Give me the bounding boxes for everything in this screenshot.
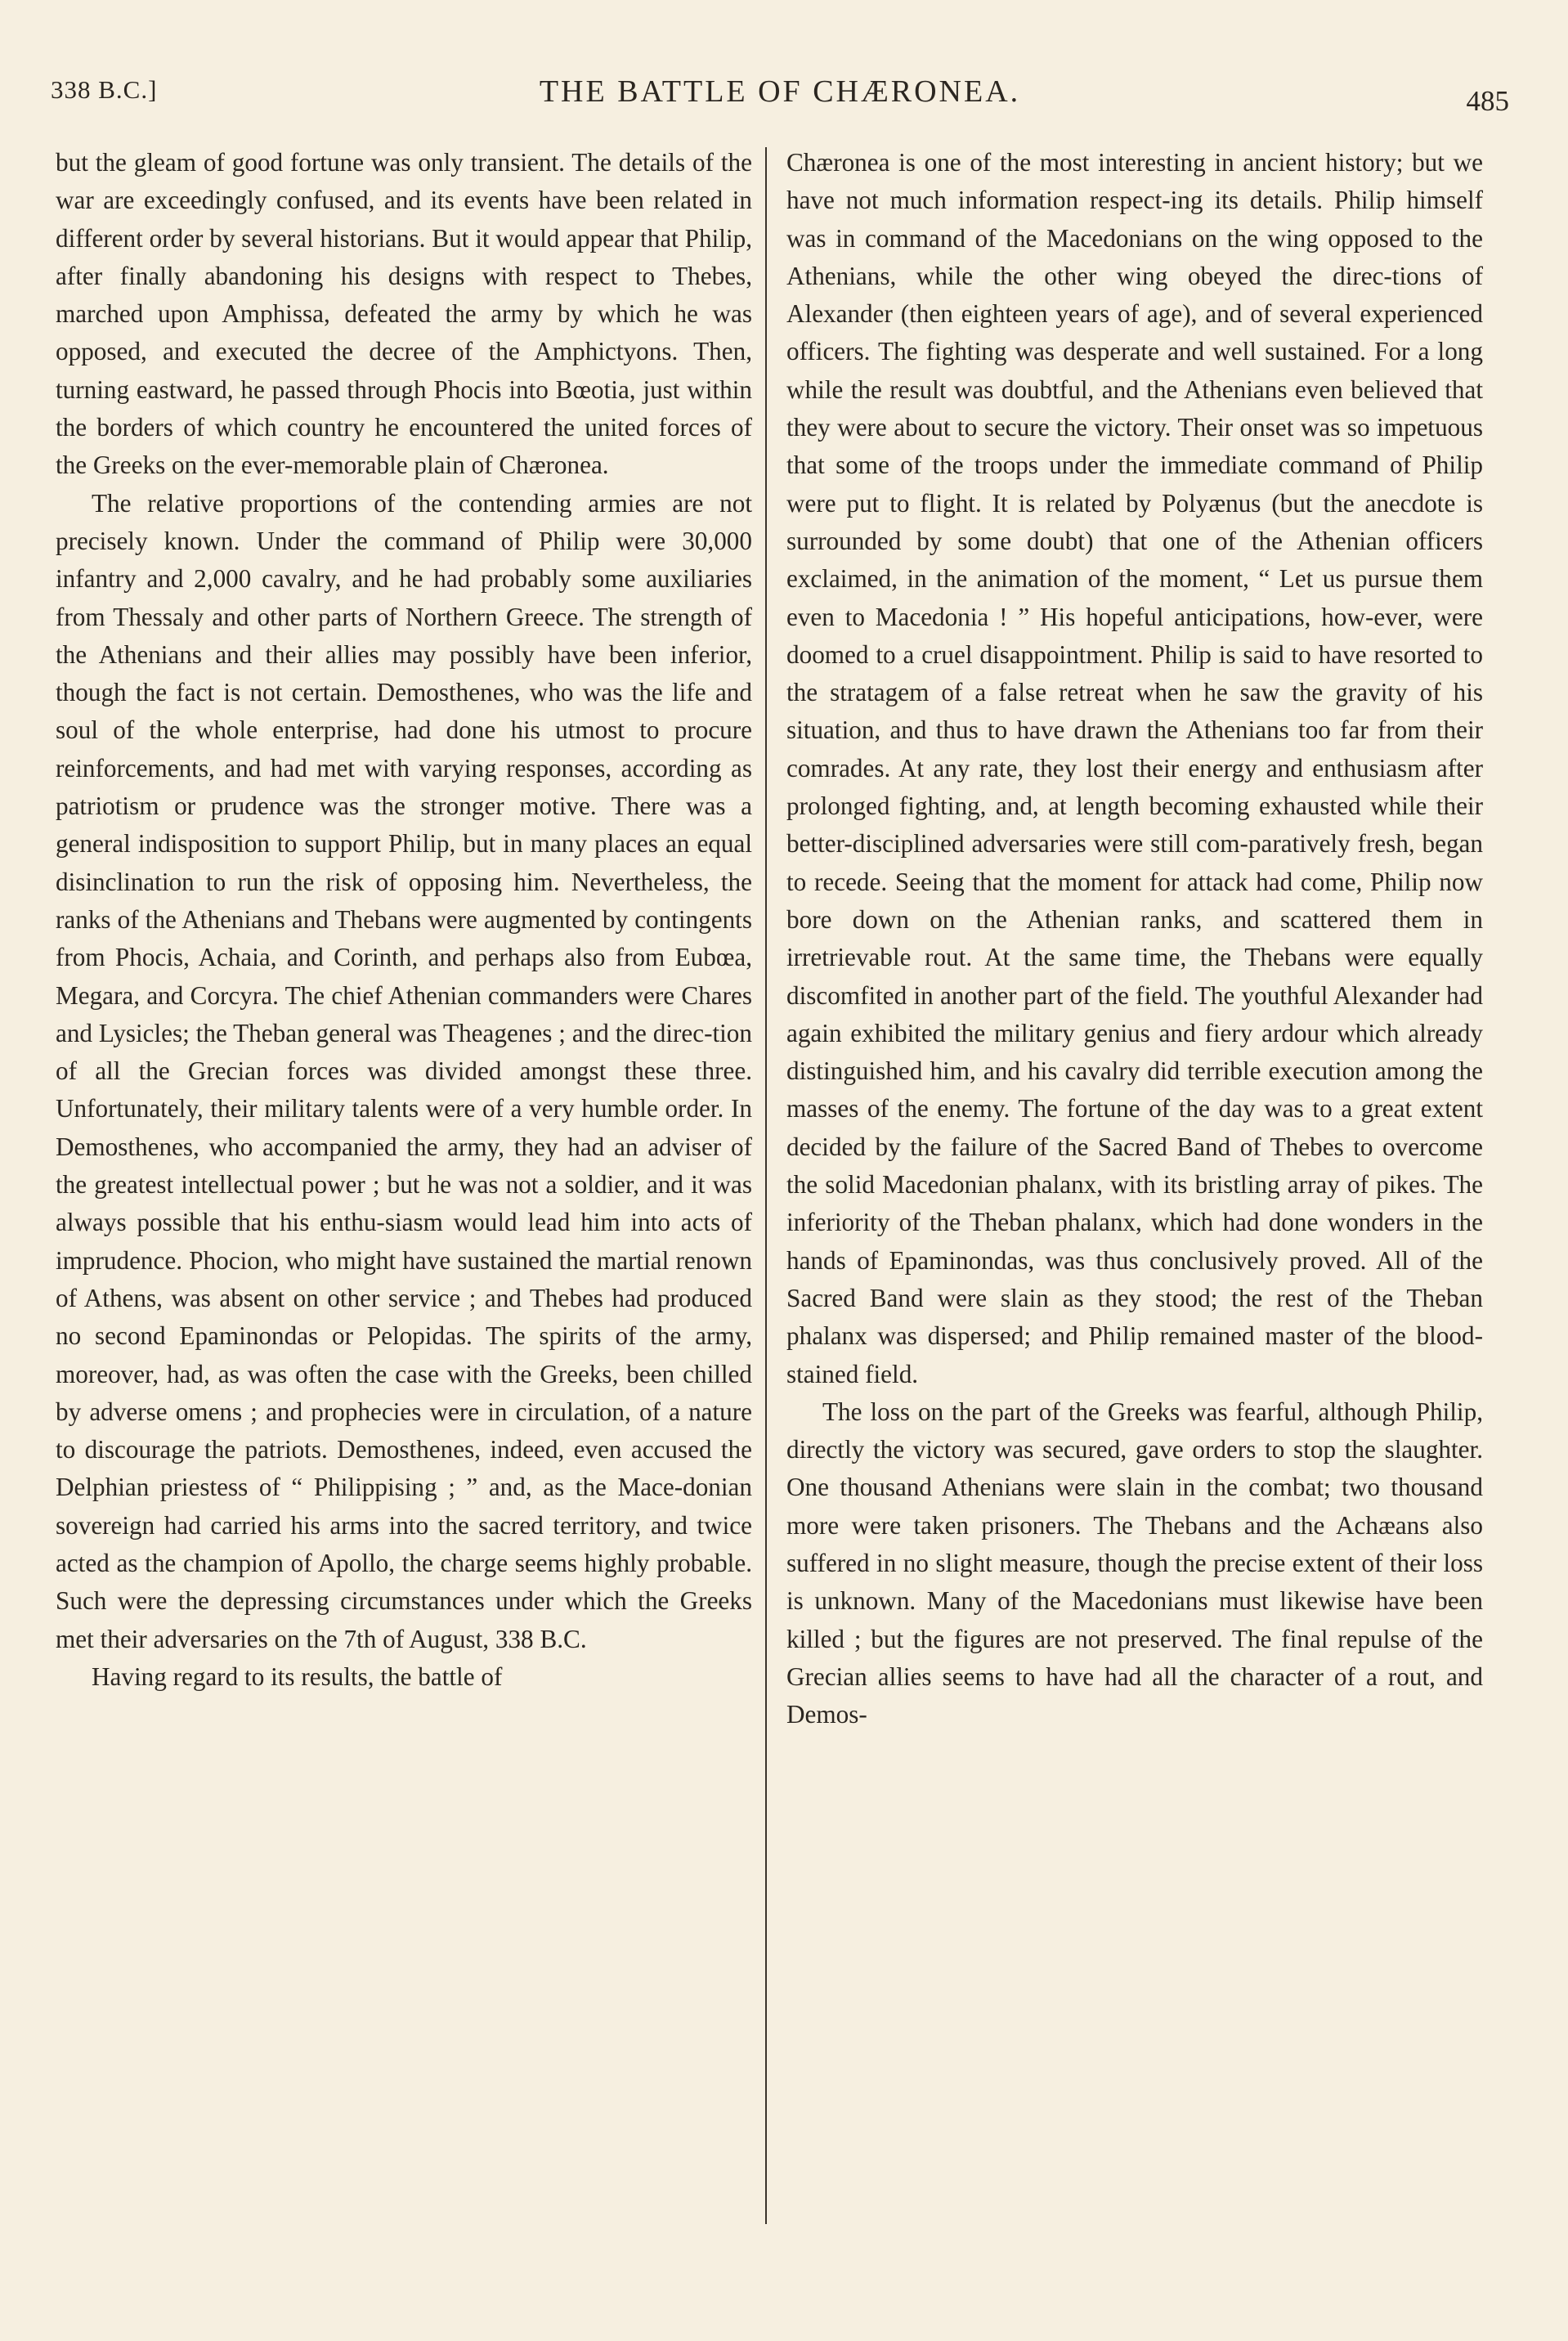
right-column xyxy=(786,144,1483,1733)
right-paragraph-1: Chæronea is one of the most interesting in ancient history; but we have not much information respect-ing its details. Philip himself was in command of the Macedonians on the wing opposed to the Athenians, while the other wing obeyed the direc-tions of Alexander (then eighteen years of age), and of several experienced officers. The fighting was desperate and well sustained. For a long while the result was doubtful, and the Athenians even believed that they were about to secure the victory. Their onset was so impetuous that some of the troops under the immediate command of Philip were put to flight. It is related by Polyænus (but the anecdote is surrounded by some doubt) that one of the Athenian officers exclaimed, in the animation of the moment, “ Let us pursue them even to Macedonia ! ” His hopeful anticipations, how-ever, were doomed to a cruel disappointment. Philip is said to have resorted to the stratagem of a false retreat when he saw the gravity of his situation, and thus to have drawn the Athenians too far from their comrades. At any rate, they lost their energy and enthusiasm after prolonged fighting, and, at length becoming exhausted while their better-disciplined adversaries were still com-paratively fresh, began to recede. Seeing that the moment for attack had come, Philip now bore down on the Athenian ranks, and scattered them in irretrievable rout. At the same time, the Thebans were equally discomfited in another part of the field. The youthful Alexander had again exhibited the military genius and fiery ardour which already distinguished him, and his cavalry did terrible execution among the masses of the enemy. The fortune of the day was to a great extent decided by the failure of the Sacred Band of Thebes to overcome the solid Macedonian phalanx, with its bristling array of pikes. The inferiority of the Theban phalanx, which had done wonders in the hands of Epaminondas, was thus conclusively proved. All of the Sacred Band were slain as they stood; the rest of the Theban phalanx was dispersed; and Philip remained master of the blood-stained field. xyxy=(786,148,1483,1388)
page-number: 485 xyxy=(1466,85,1509,117)
right-paragraph-2: The loss on the part of the Greeks was fearful, although Philip, directly the victory was secured, gave orders to stop the slaughter. One thousand Athenians were slain in the combat; two thousand more were taken prisoners. The Thebans and the Achæans also suffered in no slight measure, though the precise extent of their loss is unknown. Many of the Macedonians must likewise have been killed ; but the figures are not preserved. The final repulse of the Grecian allies seems to have had all the character of a rout, and Demos- xyxy=(786,1397,1483,1729)
left-column xyxy=(56,144,752,1696)
left-paragraph-2: The relative proportions of the contending armies are not precisely known. Under the command of Philip were 30,000 infantry and 2,000 cavalry, and he had probably some auxiliaries from Thessaly and other parts of Northern Greece. The strength of the Athenians and their allies may possibly have been inferior, though the fact is not certain. Demosthenes, who was the life and soul of the whole enterprise, had done his utmost to procure reinforcements, and had met with varying responses, according as patriotism or prudence was the stronger motive. There was a general indisposition to support Philip, but in many places an equal disinclination to run the risk of opposing him. Nevertheless, the ranks of the Athenians and Thebans were augmented by contingents from Phocis, Achaia, and Corinth, and perhaps also from Eubœa, Megara, and Corcyra. The chief Athenian commanders were Chares and Lysicles; the Theban general was Theagenes ; and the direc-tion of all the Grecian forces was divided amongst these three. Unfortunately, their military talents were of a very humble order. In Demosthenes, who accompanied the army, they had an adviser of the greatest intellectual power ; but he was not a soldier, and it was always possible that his enthu-siasm would lead him into acts of imprudence. Phocion, who might have sustained the martial renown of Athens, was absent on other service ; and Thebes had produced no second Epaminondas or Pelopidas. The spirits of the army, moreover, had, as was often the case with the Greeks, been chilled by adverse omens ; and prophecies were in circulation, of a nature to discourage the patriots. Demosthenes, indeed, even accused the Delphian priestess of “ Philippising ; ” and, as the Mace-donian sovereign had carried his arms into the sacred territory, and twice acted as the champion of Apollo, the charge seems highly probable. Such were the depressing circumstances under which the Greeks met their adversaries on the 7th of August, 338 B.C. xyxy=(56,488,752,1653)
header-date-range: 338 B.C.] xyxy=(51,75,158,104)
running-header xyxy=(51,70,1509,119)
header-title: THE BATTLE OF CHÆRONEA. xyxy=(539,74,1021,109)
left-paragraph-3: Having regard to its results, the battle of xyxy=(92,1662,503,1691)
left-paragraph-1: but the gleam of good fortune was only transient. The details of the war are exceedingly confused, and its events have been related in different order by several historians. But it would appear that Philip, after finally abandoning his designs with respect to Thebes, marched upon Amphissa, defeated the army by which he was opposed, and executed the decree of the Amphictyons. Then, turning eastward, he passed through Phocis into Bœotia, just within the borders of which country he encountered the united forces of the Greeks on the ever-memorable plain of Chæronea. xyxy=(56,148,752,480)
column-divider xyxy=(765,147,767,2224)
